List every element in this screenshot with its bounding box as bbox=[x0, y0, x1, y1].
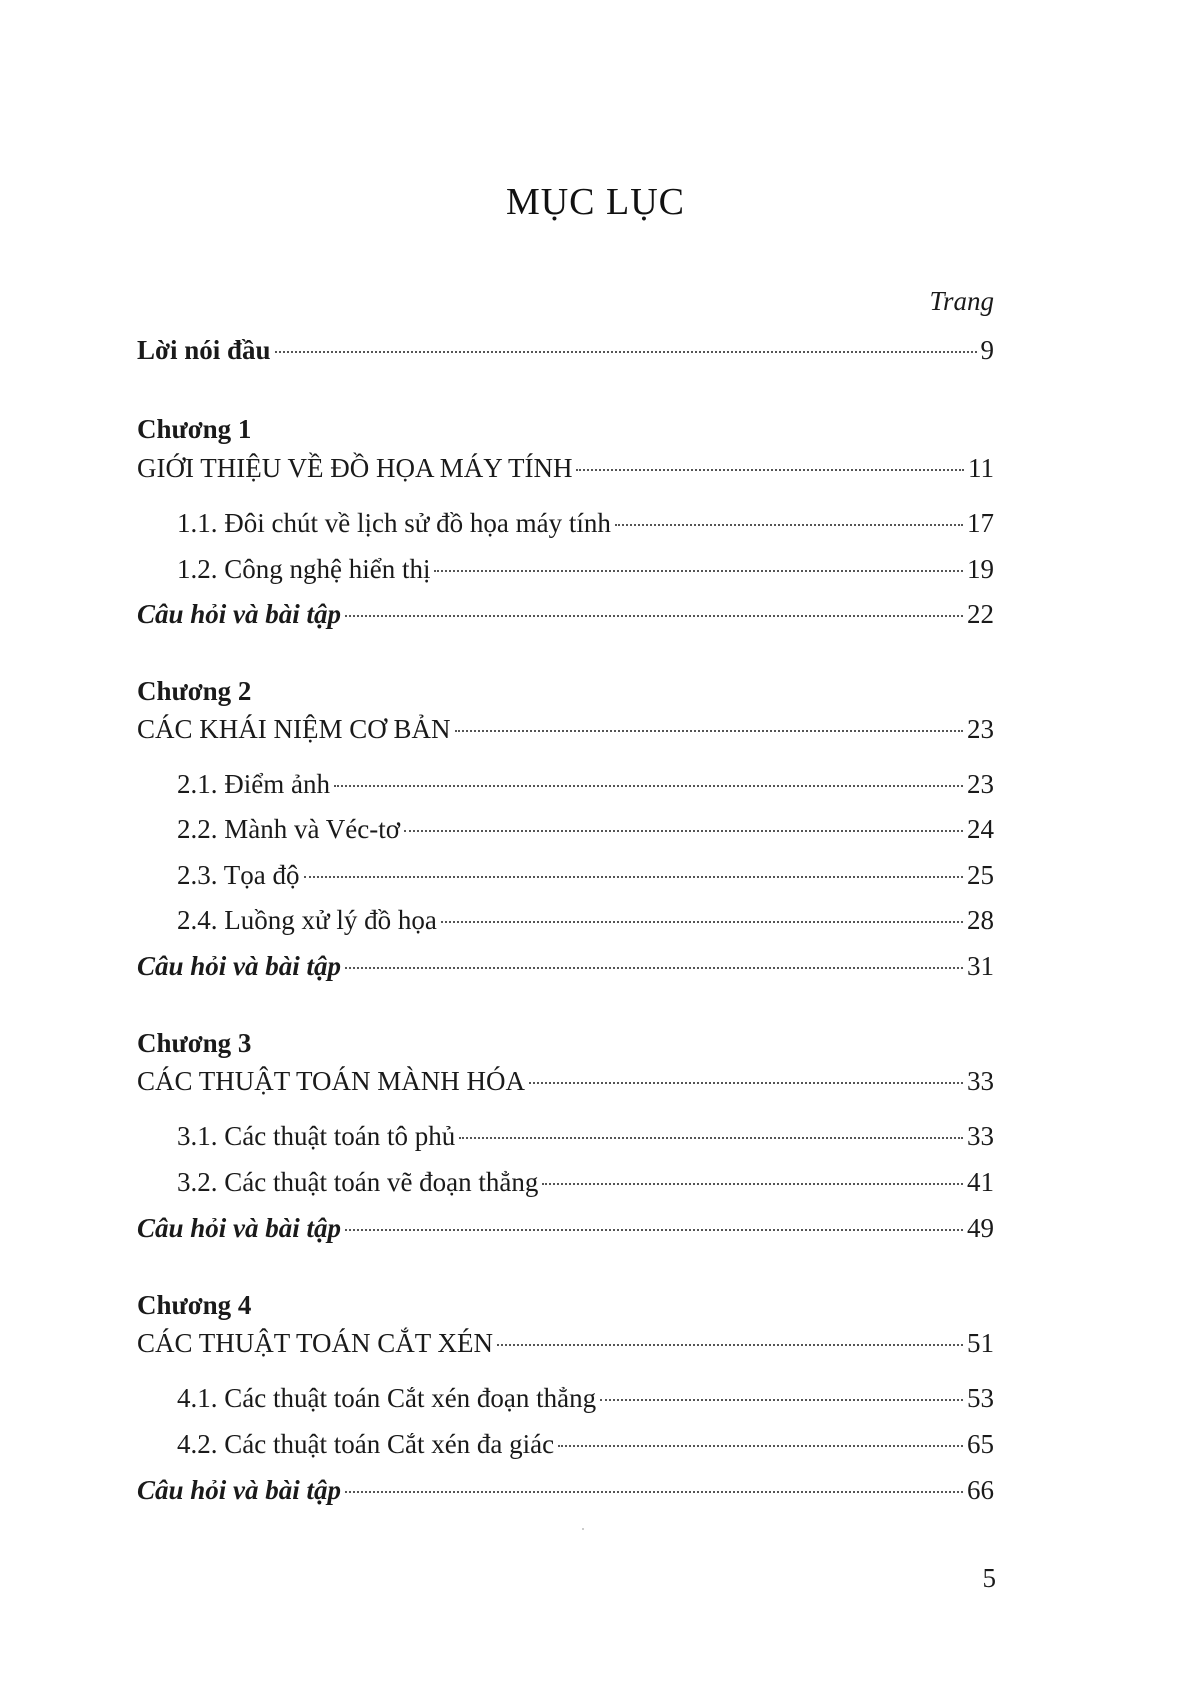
dot-leader bbox=[304, 876, 964, 878]
toc-entry-chapter[interactable] bbox=[137, 1065, 994, 1097]
dot-leader bbox=[334, 785, 963, 787]
chapter-label: Chương 3 bbox=[137, 1028, 252, 1058]
chapter-label: Chương 2 bbox=[137, 676, 252, 706]
dot-leader bbox=[576, 469, 964, 471]
toc-entry-preface[interactable] bbox=[137, 334, 994, 366]
toc-entry-page: 51 bbox=[967, 1328, 994, 1358]
dot-leader bbox=[345, 967, 963, 969]
toc-entry-exercises[interactable] bbox=[137, 1212, 994, 1244]
toc-entry-section[interactable] bbox=[177, 1120, 994, 1152]
toc-entry-page: 24 bbox=[967, 814, 994, 844]
dot-leader bbox=[455, 730, 963, 732]
dot-leader bbox=[497, 1344, 963, 1346]
page-title: MỤC LỤC bbox=[505, 181, 686, 223]
toc-entry-label: 4.2. Các thuật toán Cắt xén đa giác bbox=[177, 1429, 555, 1459]
dot-leader bbox=[434, 570, 963, 572]
toc-entry-label: Câu hỏi và bài tập bbox=[137, 1475, 342, 1505]
toc-entry-page: 28 bbox=[967, 905, 994, 935]
toc-entry-label: 3.2. Các thuật toán vẽ đoạn thẳng bbox=[177, 1167, 539, 1197]
toc-entry-page: 33 bbox=[967, 1121, 994, 1151]
toc-entry-page: 23 bbox=[967, 714, 994, 744]
toc-entry-section[interactable] bbox=[177, 1382, 994, 1414]
toc-entry-page: 66 bbox=[967, 1475, 994, 1505]
toc-entry-label: CÁC THUẬT TOÁN MÀNH HÓA bbox=[137, 1066, 526, 1096]
toc-entry-exercises[interactable] bbox=[137, 598, 994, 630]
toc-entry-chapter[interactable] bbox=[137, 1327, 994, 1359]
toc-entry-label: 1.1. Đôi chút về lịch sử đồ họa máy tính bbox=[177, 508, 611, 538]
page-column-header: Trang bbox=[929, 286, 994, 316]
toc-entry-label: CÁC KHÁI NIỆM CƠ BẢN bbox=[137, 714, 451, 744]
toc-entry-page: 11 bbox=[968, 453, 994, 483]
page-number: 5 bbox=[982, 1563, 996, 1593]
scan-speck bbox=[582, 1528, 584, 1530]
toc-entry-label: CÁC THUẬT TOÁN CẮT XÉN bbox=[137, 1328, 494, 1358]
toc-entry-label: 1.2. Công nghệ hiển thị bbox=[177, 554, 431, 584]
dot-leader bbox=[529, 1082, 963, 1084]
toc-entry-page: 17 bbox=[967, 508, 994, 538]
toc-entry-label: Lời nói đầu bbox=[137, 335, 271, 365]
toc-entry-page: 31 bbox=[967, 951, 994, 981]
dot-leader bbox=[441, 921, 963, 923]
toc-entry-label: 2.2. Mành và Véc-tơ bbox=[177, 814, 400, 844]
toc-entry-page: 9 bbox=[980, 335, 994, 365]
toc-entry-section[interactable] bbox=[177, 813, 994, 845]
chapter-label: Chương 4 bbox=[137, 1290, 252, 1320]
toc-entry-label: 4.1. Các thuật toán Cắt xén đoạn thẳng bbox=[177, 1383, 597, 1413]
toc-entry-page: 23 bbox=[967, 769, 994, 799]
toc-entry-section[interactable] bbox=[177, 553, 994, 585]
toc-entry-label: Câu hỏi và bài tập bbox=[137, 1213, 342, 1243]
dot-leader bbox=[542, 1183, 963, 1185]
toc-entry-page: 22 bbox=[967, 599, 994, 629]
toc-entry-section[interactable] bbox=[177, 904, 994, 936]
dot-leader bbox=[615, 524, 963, 526]
toc-entry-label: 2.4. Luồng xử lý đồ họa bbox=[177, 905, 437, 935]
toc-entry-label: 3.1. Các thuật toán tô phủ bbox=[177, 1121, 456, 1151]
toc-entry-label: Câu hỏi và bài tập bbox=[137, 599, 342, 629]
toc-entry-label: 2.1. Điểm ảnh bbox=[177, 769, 330, 799]
toc-entry-exercises[interactable] bbox=[137, 950, 994, 982]
toc-entry-page: 25 bbox=[967, 860, 994, 890]
dot-leader bbox=[600, 1399, 963, 1401]
dot-leader bbox=[275, 351, 977, 353]
toc-entry-label: 2.3. Tọa độ bbox=[177, 860, 300, 890]
toc-entry-page: 53 bbox=[967, 1383, 994, 1413]
toc-entry-section[interactable] bbox=[177, 1166, 994, 1198]
toc-entry-section[interactable] bbox=[177, 768, 994, 800]
toc-entry-section[interactable] bbox=[177, 507, 994, 539]
chapter-label: Chương 1 bbox=[137, 414, 252, 444]
toc-entry-page: 19 bbox=[967, 554, 994, 584]
toc-entry-page: 41 bbox=[967, 1167, 994, 1197]
toc-entry-section[interactable] bbox=[177, 859, 994, 891]
toc-entry-chapter[interactable] bbox=[137, 713, 994, 745]
toc-entry-label: GIỚI THIỆU VỀ ĐỒ HỌA MÁY TÍNH bbox=[137, 453, 573, 483]
toc-entry-page: 49 bbox=[967, 1213, 994, 1243]
dot-leader bbox=[345, 1229, 963, 1231]
toc-entry-section[interactable] bbox=[177, 1428, 994, 1460]
dot-leader bbox=[558, 1445, 963, 1447]
toc-entry-chapter[interactable] bbox=[137, 452, 994, 484]
dot-leader bbox=[345, 615, 963, 617]
dot-leader bbox=[459, 1137, 963, 1139]
toc-entry-page: 33 bbox=[967, 1066, 994, 1096]
toc-entry-label: Câu hỏi và bài tập bbox=[137, 951, 342, 981]
toc-entry-page: 65 bbox=[967, 1429, 994, 1459]
dot-leader bbox=[404, 830, 963, 832]
dot-leader bbox=[345, 1491, 963, 1493]
toc-entry-exercises[interactable] bbox=[137, 1474, 994, 1506]
